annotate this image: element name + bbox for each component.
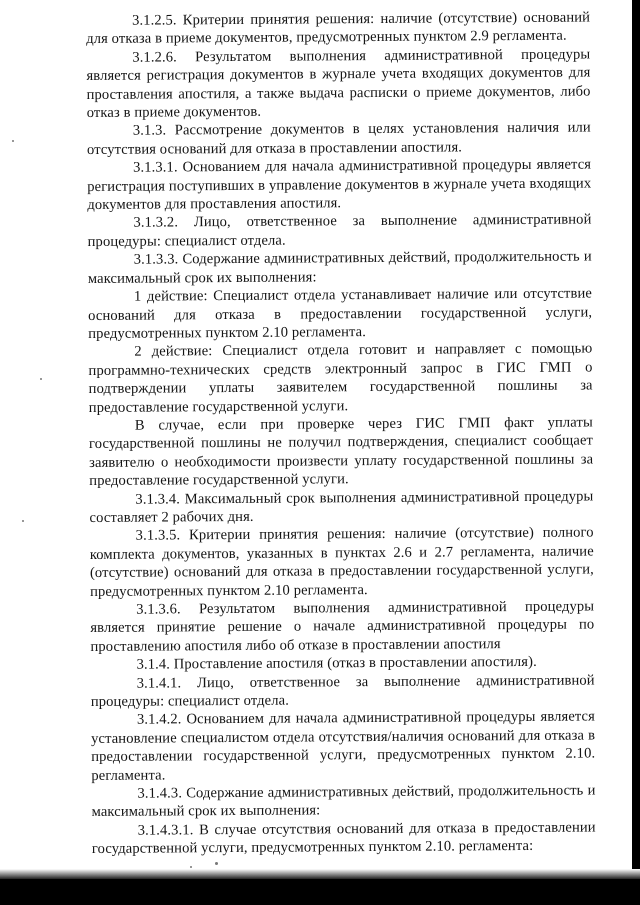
paragraph-3-1-3-4: 3.1.3.4. Максимальный срок выполнения административной процедуры составляет 2 рабочих дня.: [89, 488, 594, 526]
paragraph-3-1-3-2: 3.1.3.2. Лицо, ответственное за выполнение административной процедуры: специалист отдела.: [87, 211, 592, 250]
paragraph-3-1-4-1: 3.1.4.1. Лицо, ответственное за выполнение административной процедуры: специалист отдела.: [90, 672, 595, 711]
paragraph-3-1-4-3-1: 3.1.4.3.1. В случае отсутствия оснований для отказа в предоставлении государственной услуги, предусмотренных пунктом 2.10. регламента:: [91, 819, 596, 858]
paragraph-3-1-3: 3.1.3. Рассмотрение документов в целях установления наличия или отсутствия оснований для отказа в проставлении апостиля.: [86, 119, 591, 158]
paragraph-action-1: 1 действие: Специалист отдела устанавливает наличие или отсутствие оснований для отказа в предоставлении государственной услуги, предусмотренных пунктом 2.10 регламента.: [88, 285, 593, 342]
paragraph-3-1-4-3: 3.1.4.3. Содержание административных действий, продолжительность и максимальный срок их выполнения:: [91, 782, 596, 821]
paragraph-3-1-3-6: 3.1.3.6. Результатом выполнения административной процедуры является принятие решение о начале административной процедуры по проставлению апостиля либо об отказе в проставлении апостиля: [90, 598, 595, 655]
scan-speck: [12, 140, 14, 142]
paragraph-gis-gmp-check: В случае, если при проверке через ГИС ГМП факт уплаты государственной пошлины не получил подтверждения, специалист сообщает заявителю о необходимости произвести уплату государственной пошлины за предоставление государственной услуги.: [88, 414, 594, 490]
paragraph-action-2: 2 действие: Специалист отдела готовит и направляет с помощью программно-технических средств электронный запрос в ГИС ГМП о подтверждении уплаты заявителем государственной пошлины за предоставление государственной услуги.: [88, 340, 593, 416]
document-page: [86, 8, 596, 858]
paragraph-3-1-3-5: 3.1.3.5. Критерии принятия решения: наличие (отсутствие) полного комплекта документов, указанных в пунктах 2.6 и 2.7 регламента, наличие (отсутствие) оснований для отказа в предоставлении государственной услуги, предусмотренных пунктом 2.10 регламента.: [89, 524, 594, 600]
paragraph-3-1-3-1: 3.1.3.1. Основанием для начала административной процедуры является регистрация поступивших в управление документов в журнале учета входящих документов для проставления апостиля.: [87, 156, 592, 214]
scan-border-bottom: [0, 879, 640, 905]
paragraph-3-1-2-5: 3.1.2.5. Критерии принятия решения: наличие (отсутствие) оснований для отказа в приеме документов, предусмотренных пунктом 2.9 регламента.: [86, 9, 591, 48]
scan-speck: [40, 378, 42, 380]
paragraph-3-1-2-6: 3.1.2.6. Результатом выполнения административной процедуры является регистрация документов в журнале учета входящих документов для проставления апостиля, а также выдача расписки о приеме документов, либо отказ в приеме документов.: [86, 46, 591, 122]
paragraph-3-1-4: 3.1.4. Проставление апостиля (отказ в проставлении апостиля).: [136, 654, 537, 673]
scan-speck: [215, 862, 218, 865]
scan-speck: [22, 520, 24, 522]
scan-border-right: [632, 0, 640, 905]
scan-speck: [190, 866, 192, 868]
paragraph-3-1-3-3: 3.1.3.3. Содержание административных действий, продолжительность и максимальный срок их выполнения:: [87, 248, 592, 287]
paragraph-3-1-4-2: 3.1.4.2. Основанием для начала административной процедуры является установление специалистом отдела отсутствия/наличия оснований для отказа в предоставлении государственной услуги, предусмотренных пунктом 2.10. регламента.: [91, 708, 596, 784]
scan-shadow-bottom: [0, 869, 640, 879]
